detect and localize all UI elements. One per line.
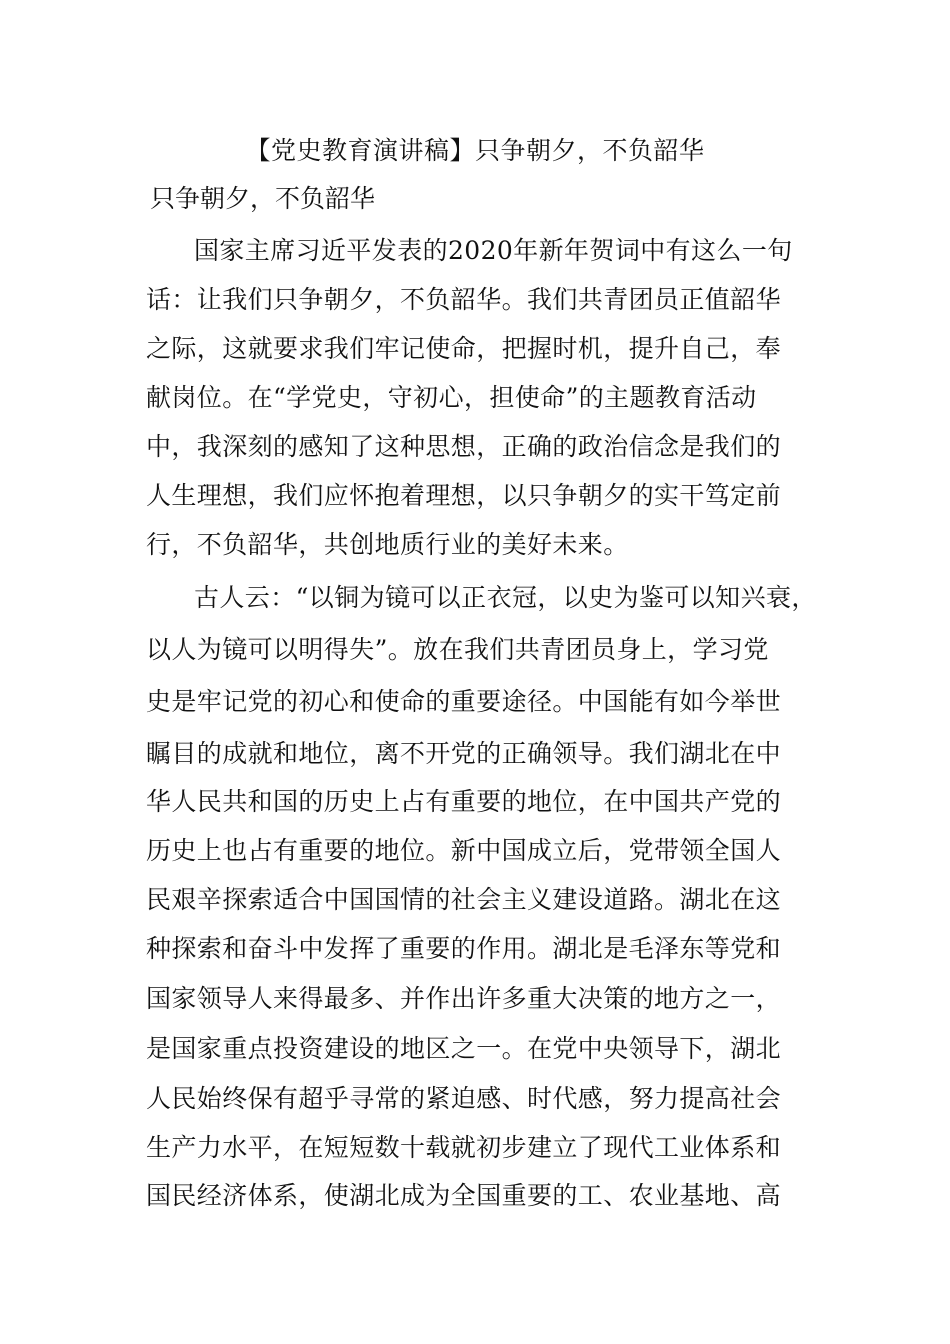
document-title: 【党史教育演讲稿】只争朝夕，不负韶华 [245, 136, 705, 165]
paragraph-1-line-4: 献岗位。在“学党史，守初心，担使命”的主题教育活动 [146, 383, 757, 412]
paragraph-2-line-2: 以人为镜可以明得失”。放在我们共青团员身上，学习党 [146, 635, 769, 664]
paragraph-1-line-7: 行，不负韶华，共创地质行业的美好未来。 [146, 530, 629, 559]
paragraph-1-line-5: 中，我深刻的感知了这种思想，正确的政治信念是我们的 [146, 432, 782, 461]
paragraph-1-line-3: 之际，这就要求我们牢记使命，把握时机，提升自己，奉 [146, 334, 782, 363]
paragraph-2-line-11: 人民始终保有超乎寻常的紧迫感、时代感，努力提高社会 [146, 1084, 782, 1113]
paragraph-1-line-6: 人生理想，我们应怀抱着理想，以只争朝夕的实干笃定前 [146, 481, 782, 510]
paragraph-2-line-10: 是国家重点投资建设的地区之一。在党中央领导下，湖北 [146, 1034, 782, 1063]
paragraph-2-line-12: 生产力水平，在短短数十载就初步建立了现代工业体系和 [146, 1133, 782, 1162]
document-subtitle: 只争朝夕，不负韶华 [150, 184, 376, 213]
paragraph-2-line-13: 国民经济体系，使湖北成为全国重要的工、农业基地、高 [146, 1181, 782, 1210]
paragraph-2-line-1: 古人云：“以铜为镜可以正衣冠，以史为鉴可以知兴衰， [194, 583, 817, 612]
paragraph-2-line-7: 民艰辛探索适合中国国情的社会主义建设道路。湖北在这 [146, 885, 782, 914]
paragraph-2-line-4: 瞩目的成就和地位，离不开党的正确领导。我们湖北在中 [146, 739, 782, 768]
paragraph-2-line-3: 史是牢记党的初心和使命的重要途径。中国能有如今举世 [146, 687, 782, 716]
paragraph-1-line-2: 话：让我们只争朝夕，不负韶华。我们共青团员正值韶华 [146, 285, 782, 314]
paragraph-2-line-9: 国家领导人来得最多、并作出许多重大决策的地方之一， [146, 984, 782, 1013]
paragraph-2-line-5: 华人民共和国的历史上占有重要的地位，在中国共产党的 [146, 787, 782, 816]
paragraph-2-line-8: 种探索和奋斗中发挥了重要的作用。湖北是毛泽东等党和 [146, 934, 782, 963]
paragraph-2-line-6: 历史上也占有重要的地位。新中国成立后，党带领全国人 [146, 836, 782, 865]
paragraph-1-line-1: 国家主席习近平发表的2020年新年贺词中有这么一句 [194, 236, 793, 265]
